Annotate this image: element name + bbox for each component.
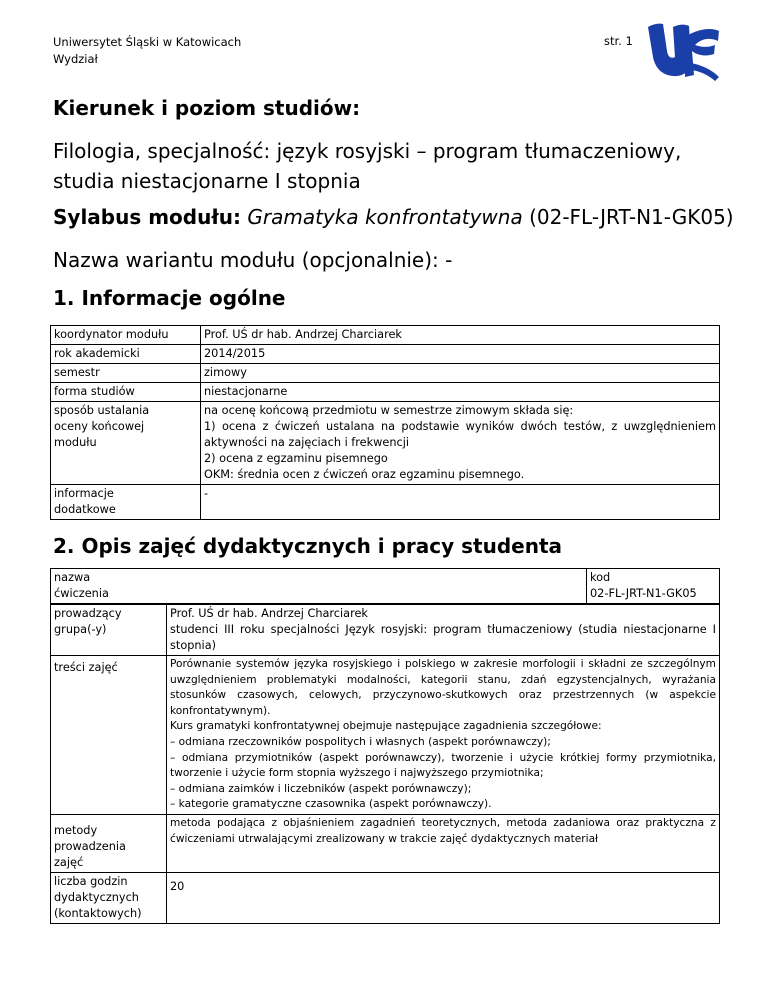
content-line: Kurs gramatyki konfrontatywnej obejmuje następujące zagadnienia szczegółowe:	[170, 720, 602, 733]
lecturer-label-cell	[51, 604, 167, 656]
info-value-cell	[201, 402, 720, 485]
info-key-cell	[51, 383, 201, 402]
methods-value-cell	[167, 814, 720, 872]
hours-value: 20	[170, 879, 185, 893]
info-key-cell	[51, 364, 201, 383]
info-value-cell	[201, 326, 720, 345]
hours-label: liczba godzin dydaktycznych (kontaktowych)	[54, 874, 142, 920]
general-info-table	[50, 325, 720, 520]
info-key: modułu	[54, 436, 97, 449]
info-value-cell	[201, 383, 720, 402]
info-row	[51, 402, 720, 485]
class-name-value: ćwiczenia	[54, 587, 109, 600]
content-label-cell	[51, 656, 167, 815]
info-value: na ocenę końcową przedmiotu w semestrze zimowym składa się:	[204, 404, 574, 417]
running-header	[53, 34, 241, 68]
info-key: sposób ustalania	[54, 404, 150, 417]
info-value: 1) ocena z ćwiczeń ustalana na podstawie wyników dwóch testów, z uwzględnieniem aktywności na zajęciach i frekwencji	[204, 420, 716, 449]
class-name-cell	[51, 569, 587, 605]
field-of-study: Filologia, specjalność: język rosyjski – program tłumaczeniowy, studia niestacjonarne I stopnia	[53, 139, 682, 193]
lecturer-label: prowadzący	[54, 607, 122, 620]
info-key-cell	[51, 402, 201, 485]
info-value: 2) ocena z egzaminu pisemnego	[204, 452, 388, 465]
info-key: forma studiów	[54, 385, 135, 398]
info-row	[51, 485, 720, 520]
info-value: 2014/2015	[204, 347, 266, 360]
heading-program-level: Kierunek i poziom studiów:	[53, 96, 361, 120]
info-key-cell	[51, 485, 201, 520]
info-row	[51, 364, 720, 383]
info-key-cell	[51, 326, 201, 345]
methods-label: metody prowadzenia zajęć	[54, 823, 126, 869]
content-label: treści zajęć	[54, 661, 118, 674]
classes-table	[50, 568, 720, 924]
lecturer-value-cell	[167, 604, 720, 656]
info-value: -	[204, 487, 209, 500]
group-value: studenci III roku specjalności Język rosyjski: program tłumaczeniowy (studia niestacjonarne I stopnia)	[170, 623, 716, 652]
info-row	[51, 326, 720, 345]
content-line: – kategorie gramatyczne czasownika (aspekt porównawczy).	[170, 798, 492, 811]
info-key: oceny końcowej	[54, 420, 145, 433]
info-value-cell	[201, 485, 720, 520]
info-key-cell	[51, 345, 201, 364]
content-line: – odmiana przymiotników (aspekt porównawczy), tworzenie i użycie krótkiej formy przymiotnika, tworzenie i użycie form stopnia wyższego i najwyższego przymiotnika;	[170, 751, 716, 780]
syllabus-module-name: Gramatyka konfrontatywna	[247, 205, 523, 229]
group-label: grupa(-y)	[54, 623, 107, 636]
module-variant: Nazwa wariantu modułu (opcjonalnie): -	[53, 248, 453, 272]
lecturer-value: Prof. UŚ dr hab. Andrzej Charciarek	[170, 607, 368, 620]
class-code-cell	[587, 569, 720, 605]
info-row	[51, 345, 720, 364]
info-key: informacje	[54, 487, 114, 500]
class-code-value: 02-FL-JRT-N1-GK05	[590, 587, 697, 600]
section1-title: 1. Informacje ogólne	[53, 286, 286, 310]
content-line: Porównanie systemów języka rosyjskiego i polskiego w zakresie morfologii i składni ze szczególnym uwzględnieniem problematyki modalności, kategorii stanu, zdań egzystencjalnych, wyrażania stosunków czasowych, celowych, przyczynowo-skutkowych oraz przestrzennych (w aspekcie konfrontatywnym).	[170, 658, 716, 717]
syllabus-label: Sylabus modułu:	[53, 205, 242, 229]
info-value: Prof. UŚ dr hab. Andrzej Charciarek	[204, 328, 402, 341]
content-value-cell	[167, 656, 720, 815]
info-key: semestr	[54, 366, 100, 379]
info-value-cell	[201, 364, 720, 383]
methods-label-cell	[51, 814, 167, 872]
info-key: rok akademicki	[54, 347, 140, 360]
info-key: dodatkowe	[54, 503, 116, 516]
syllabus-module-code: (02-FL-JRT-N1-GK05)	[529, 205, 734, 229]
info-row	[51, 383, 720, 402]
page-number: str. 1	[604, 34, 633, 48]
content-line: – odmiana rzeczowników pospolitych i własnych (aspekt porównawczy);	[170, 735, 551, 748]
hours-label-cell	[51, 872, 167, 923]
syllabus-title	[53, 205, 734, 229]
hours-value-cell	[167, 872, 720, 923]
university-logo	[645, 21, 720, 83]
methods-value: metoda podająca z objaśnieniem zagadnień teoretycznych, metoda zadaniowa oraz praktyczna z ćwiczeniami utrwalającymi zrealizowany w trakcie zajęć dydaktycznych materiał	[170, 816, 716, 845]
section2-title: 2. Opis zajęć dydaktycznych i pracy studenta	[53, 534, 563, 558]
faculty-name: Wydział	[53, 52, 98, 66]
info-value: OKM: średnia ocen z ćwiczeń oraz egzaminu pisemnego.	[204, 468, 525, 481]
info-value: niestacjonarne	[204, 385, 288, 398]
info-value: zimowy	[204, 366, 247, 379]
class-name-label: nazwa	[54, 571, 91, 584]
info-value-cell	[201, 345, 720, 364]
info-key: koordynator modułu	[54, 328, 169, 341]
content-line: – odmiana zaimków i liczebników (aspekt porównawczy);	[170, 782, 472, 795]
class-code-label: kod	[590, 571, 611, 584]
university-name: Uniwersytet Śląski w Katowicach	[53, 35, 242, 49]
